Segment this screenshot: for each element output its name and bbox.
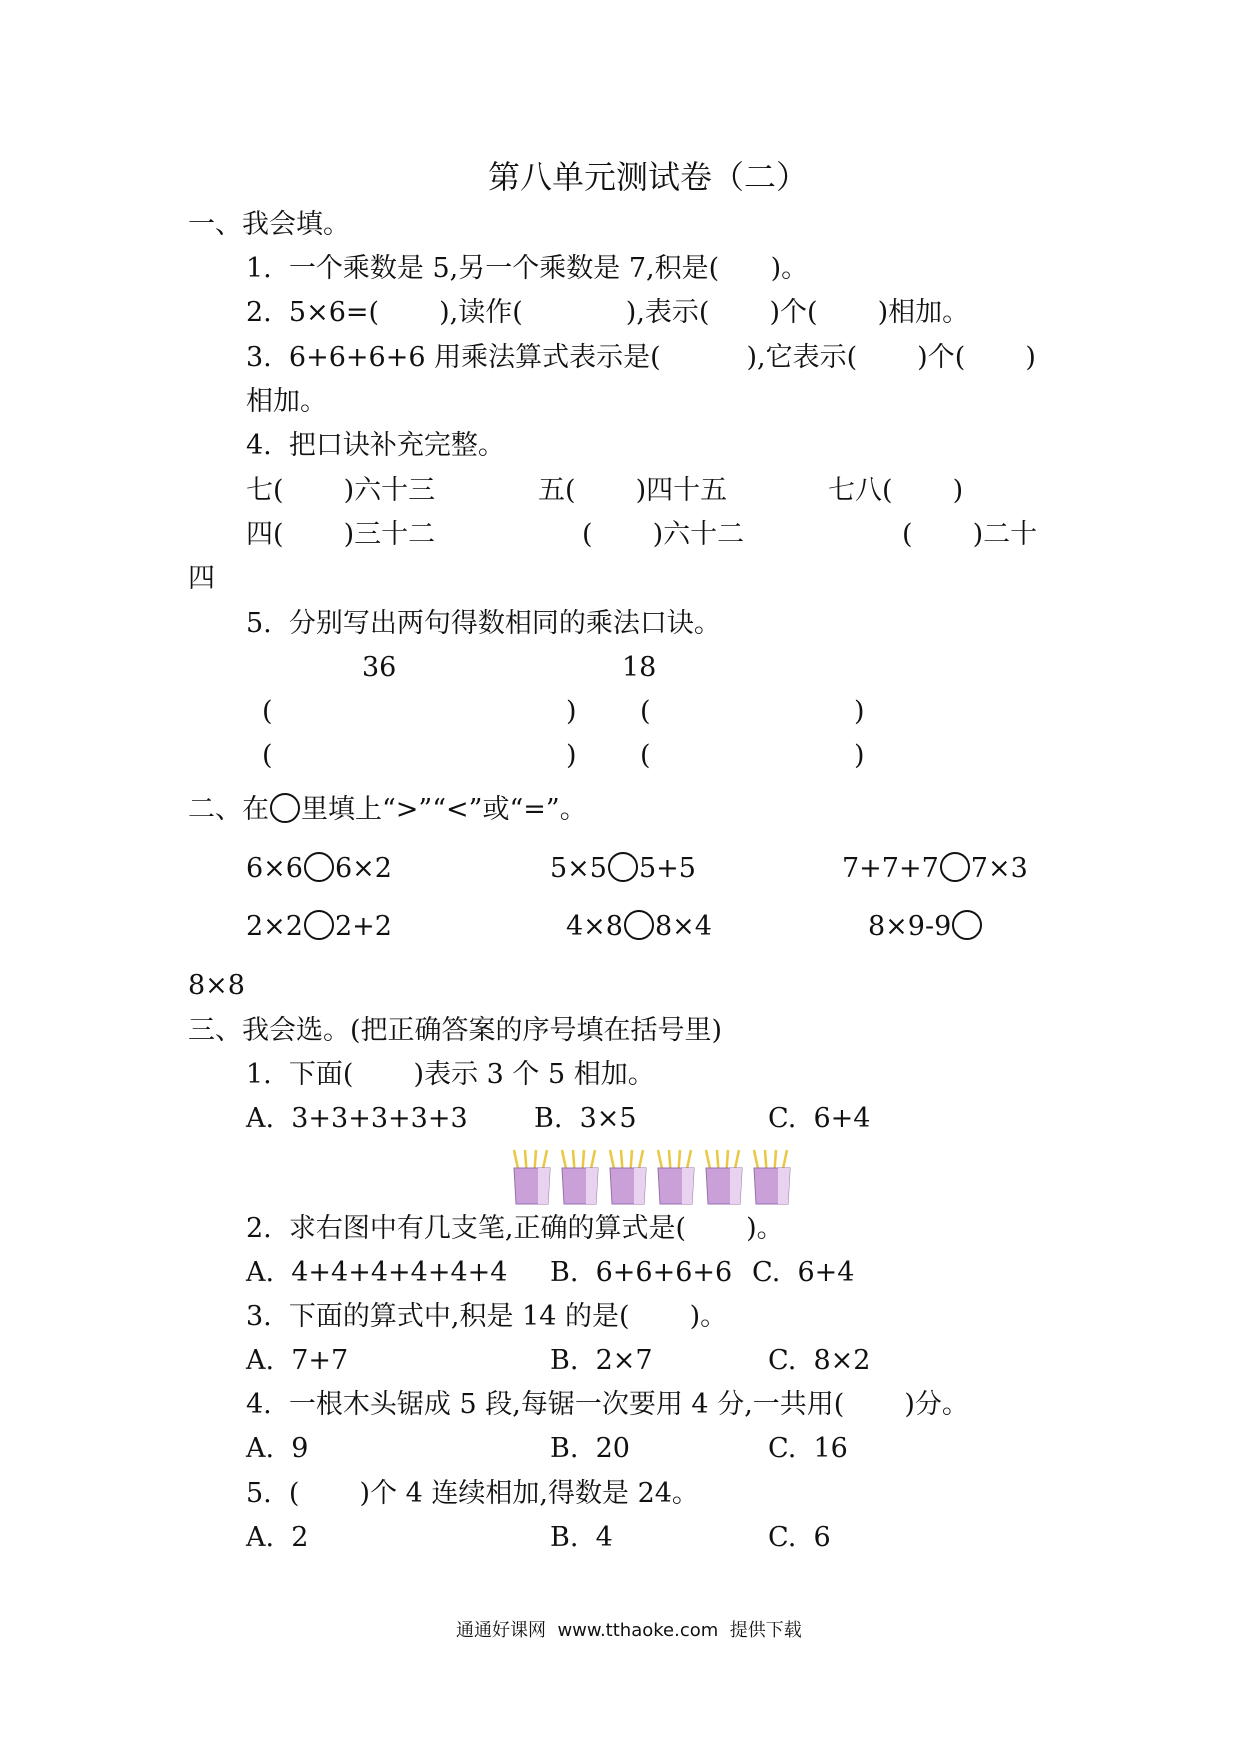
compare-left: 2×2 bbox=[246, 911, 303, 942]
answer-paren-open: ( bbox=[640, 740, 651, 771]
koujue-item: 七( )六十三 bbox=[246, 475, 436, 506]
koujue-wrap: 四 bbox=[188, 563, 215, 594]
heading-suffix: 里填上“>”“<”或“=”。 bbox=[301, 794, 587, 825]
answer-paren-open: ( bbox=[640, 696, 651, 727]
compare-circle[interactable] bbox=[304, 910, 334, 940]
cup-highlight bbox=[538, 1168, 550, 1204]
compare-right: 2+2 bbox=[334, 911, 392, 942]
compare-left: 8×9-9 bbox=[868, 911, 952, 942]
section3-heading: 三、我会选。(把正确答案的序号填在括号里) bbox=[188, 1015, 723, 1046]
compare-left: 6×6 bbox=[246, 853, 303, 884]
compare-item bbox=[868, 910, 983, 944]
s3-question-2: 2. 求右图中有几支笔,正确的算式是( )。 bbox=[246, 1213, 784, 1244]
option-c: C. 6 bbox=[768, 1522, 831, 1553]
answer-paren-close: ) bbox=[854, 740, 865, 771]
option-b: B. 20 bbox=[550, 1433, 630, 1464]
s1-question-5: 5. 分别写出两句得数相同的乘法口诀。 bbox=[246, 608, 721, 639]
cup-highlight bbox=[586, 1168, 598, 1204]
answer-paren-close: ) bbox=[566, 740, 577, 771]
option-c: C. 16 bbox=[768, 1433, 848, 1464]
compare-right: 6×2 bbox=[334, 853, 392, 884]
pen-cup-icon bbox=[754, 1150, 790, 1204]
section1-heading: 一、我会填。 bbox=[188, 209, 350, 240]
footer-text: 通通好课网 www.tthaoke.com 提供下载 bbox=[456, 1620, 802, 1641]
compare-right: 7×3 bbox=[970, 853, 1028, 884]
option-c: C. 6+4 bbox=[752, 1257, 855, 1288]
option-b: B. 2×7 bbox=[550, 1345, 653, 1376]
s1-question-3-line2: 相加。 bbox=[246, 386, 327, 417]
answer-paren-open: ( bbox=[262, 740, 273, 771]
option-a: A. 9 bbox=[246, 1433, 309, 1464]
cup-highlight bbox=[682, 1168, 694, 1204]
compare-circle[interactable] bbox=[304, 852, 334, 882]
koujue-item: ( )二十 bbox=[902, 519, 1038, 550]
cup-highlight bbox=[778, 1168, 790, 1204]
koujue-item: ( )六十二 bbox=[582, 519, 745, 550]
answer-paren-close: ) bbox=[854, 696, 865, 727]
pen-cup-icon bbox=[706, 1150, 742, 1204]
s3-question-3: 3. 下面的算式中,积是 14 的是( )。 bbox=[246, 1301, 728, 1332]
compare-item bbox=[246, 910, 392, 944]
option-b: B. 6+6+6+6 bbox=[550, 1257, 733, 1288]
pen-cup-icon bbox=[610, 1150, 646, 1204]
cup-highlight bbox=[730, 1168, 742, 1204]
s1-question-4: 4. 把口诀补充完整。 bbox=[246, 430, 505, 461]
compare-left: 4×8 bbox=[566, 911, 623, 942]
pen-cup-icon bbox=[562, 1150, 598, 1204]
option-a: A. 2 bbox=[246, 1522, 309, 1553]
compare-circle[interactable] bbox=[940, 852, 970, 882]
s1-question-3-line1: 3. 6+6+6+6 用乘法算式表示是( ),它表示( )个( ) bbox=[246, 342, 1036, 373]
compare-circle[interactable] bbox=[608, 852, 638, 882]
compare-item bbox=[566, 910, 712, 944]
compare-item bbox=[842, 852, 1028, 886]
s3-question-1: 1. 下面( )表示 3 个 5 相加。 bbox=[246, 1059, 655, 1090]
option-a: A. 3+3+3+3+3 bbox=[246, 1103, 468, 1134]
compare-item bbox=[246, 852, 392, 886]
page-title: 第八单元测试卷（二） bbox=[488, 158, 809, 196]
compare-right: 5+5 bbox=[638, 853, 696, 884]
heading-prefix: 二、在 bbox=[188, 794, 269, 825]
option-c: C. 8×2 bbox=[768, 1345, 871, 1376]
compare-left: 7+7+7 bbox=[842, 853, 939, 884]
koujue-item: 五( )四十五 bbox=[538, 475, 728, 506]
compare-right: 8×4 bbox=[654, 911, 712, 942]
compare-item bbox=[550, 852, 696, 886]
circle-icon bbox=[270, 793, 300, 823]
compare-wrap: 8×8 bbox=[188, 970, 245, 1001]
option-a: A. 7+7 bbox=[246, 1345, 349, 1376]
option-c: C. 6+4 bbox=[768, 1103, 871, 1134]
cup-highlight bbox=[634, 1168, 646, 1204]
section2-heading bbox=[188, 793, 587, 827]
pen-cup-icon bbox=[658, 1150, 694, 1204]
answer-paren-close: ) bbox=[566, 696, 577, 727]
s3-question-4: 4. 一根木头锯成 5 段,每锯一次要用 4 分,一共用( )分。 bbox=[246, 1389, 969, 1420]
option-a: A. 4+4+4+4+4+4 bbox=[246, 1257, 508, 1288]
option-b: B. 4 bbox=[550, 1522, 613, 1553]
compare-left: 5×5 bbox=[550, 853, 607, 884]
target-number: 36 bbox=[362, 652, 397, 683]
compare-circle[interactable] bbox=[624, 910, 654, 940]
s1-question-2: 2. 5×6=( ),读作( ),表示( )个( )相加。 bbox=[246, 297, 970, 328]
pen-cups-illustration bbox=[508, 1148, 798, 1208]
koujue-item: 四( )三十二 bbox=[246, 519, 436, 550]
target-number: 18 bbox=[622, 652, 657, 683]
pen-cup-icon bbox=[514, 1150, 550, 1204]
koujue-item: 七八( ) bbox=[828, 475, 964, 506]
s3-question-5: 5. ( )个 4 连续相加,得数是 24。 bbox=[246, 1478, 699, 1509]
option-b: B. 3×5 bbox=[534, 1103, 637, 1134]
answer-paren-open: ( bbox=[262, 696, 273, 727]
s1-question-1: 1. 一个乘数是 5,另一个乘数是 7,积是( )。 bbox=[246, 253, 809, 284]
compare-circle[interactable] bbox=[952, 910, 982, 940]
